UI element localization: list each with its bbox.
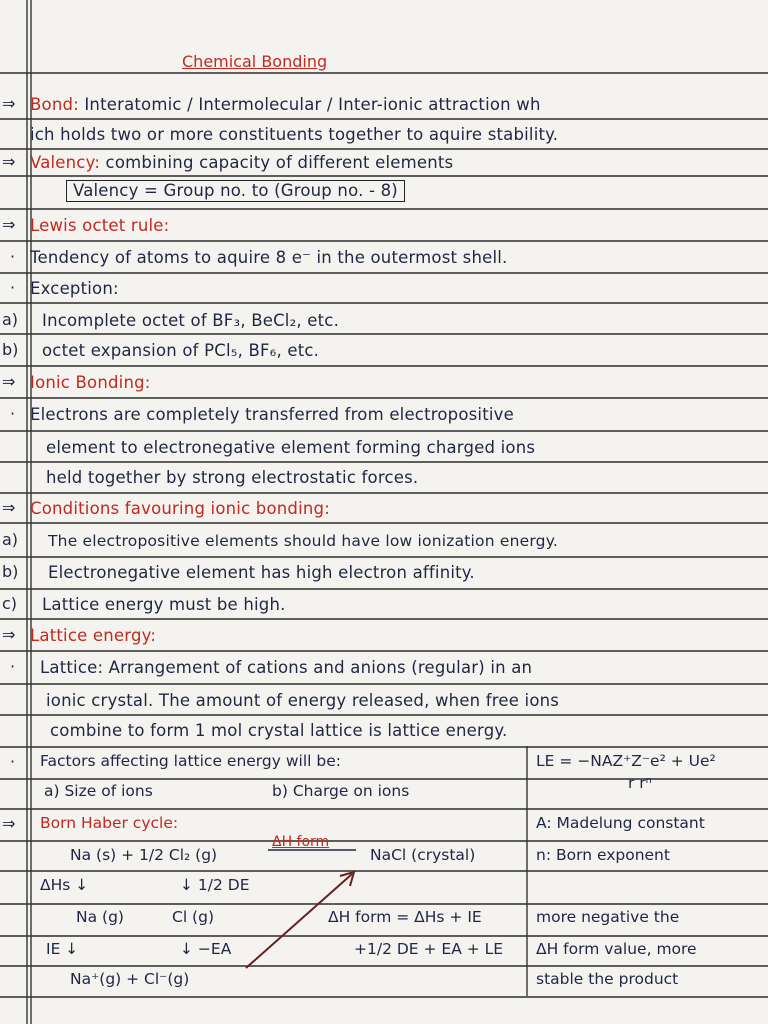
delta-h-form-arrow: ΔH form bbox=[272, 834, 330, 850]
bullet-icon: · bbox=[10, 247, 16, 266]
gaseous-chlorine: Cl (g) bbox=[172, 908, 214, 926]
arrow-icon: ⇒ bbox=[2, 215, 16, 234]
madelung-constant: A: Madelung constant bbox=[536, 814, 705, 832]
note-line: Exception: bbox=[30, 279, 119, 298]
arrow-icon: ⇒ bbox=[2, 625, 16, 644]
gaseous-sodium: Na (g) bbox=[76, 908, 124, 926]
lattice-energy-formula: LE = −NAZ⁺Z⁻e² + Ue² bbox=[536, 752, 716, 770]
note-line: held together by strong electrostatic forces. bbox=[46, 468, 419, 487]
heading-bond: Bond: bbox=[30, 95, 79, 114]
note-text: Interatomic / Intermolecular / Inter-ionic attraction wh bbox=[78, 95, 541, 114]
bullet-icon: · bbox=[10, 657, 16, 676]
born-exponent: n: Born exponent bbox=[536, 846, 670, 864]
heading-born-haber: Born Haber cycle: bbox=[40, 814, 179, 832]
enthalpy-sum-2: +1/2 DE + EA + LE bbox=[354, 940, 504, 958]
list-marker: a) bbox=[2, 310, 19, 329]
dissociation-step: ↓ 1/2 DE bbox=[180, 876, 250, 894]
list-marker: c) bbox=[2, 594, 18, 613]
arrow-icon: ⇒ bbox=[2, 152, 16, 171]
heading-lattice-energy: Lattice energy: bbox=[30, 626, 157, 645]
note-line: The electropositive elements should have low ionization energy. bbox=[48, 532, 559, 550]
list-marker: a) bbox=[2, 530, 19, 549]
heading-lewis-octet: Lewis octet rule: bbox=[30, 216, 170, 235]
note-line: element to electronegative element forming charged ions bbox=[46, 438, 536, 457]
note-line: ionic crystal. The amount of energy released, when free ions bbox=[46, 691, 560, 710]
reactants: Na (s) + 1/2 Cl₂ (g) bbox=[70, 846, 218, 864]
note-stable-product: stable the product bbox=[536, 970, 679, 988]
note-delta-h-value: ΔH form value, more bbox=[536, 940, 697, 958]
bullet-icon: · bbox=[10, 404, 16, 423]
list-marker: b) bbox=[2, 562, 19, 581]
note-line: Electrons are completely transferred from electropositive bbox=[30, 405, 514, 424]
note-line: octet expansion of PCl₅, BF₆, etc. bbox=[42, 341, 320, 360]
factor-charge: b) Charge on ions bbox=[272, 782, 410, 800]
formula-denominator: r rⁿ bbox=[628, 774, 652, 792]
page-title: Chemical Bonding bbox=[182, 52, 328, 71]
factor-size: a) Size of ions bbox=[44, 782, 153, 800]
note-line: Incomplete octet of BF₃, BeCl₂, etc. bbox=[42, 311, 340, 330]
electron-affinity-step: ↓ −EA bbox=[180, 940, 232, 958]
note-line: ich holds two or more constituents together to aquire stability. bbox=[30, 125, 559, 144]
note-line: Lattice: Arrangement of cations and anions (regular) in an bbox=[40, 658, 533, 677]
note-more-negative: more negative the bbox=[536, 908, 680, 926]
heading-ionic-bonding: Ionic Bonding: bbox=[30, 373, 151, 392]
bullet-icon: · bbox=[10, 752, 16, 771]
arrow-icon: ⇒ bbox=[2, 94, 16, 113]
note-line: Electronegative element has high electron affinity. bbox=[48, 563, 475, 582]
arrow-icon: ⇒ bbox=[2, 498, 16, 517]
sublimation-step: ΔHs ↓ bbox=[40, 876, 89, 894]
arrow-icon: ⇒ bbox=[2, 814, 16, 833]
enthalpy-sum-1: ΔH form = ΔHs + IE bbox=[328, 908, 482, 926]
note-line: combine to form 1 mol crystal lattice is lattice energy. bbox=[50, 721, 508, 740]
heading-valency: Valency: bbox=[30, 153, 101, 172]
boxed-formula: Valency = Group no. to (Group no. - 8) bbox=[66, 180, 405, 202]
bullet-icon: · bbox=[10, 278, 16, 297]
note-line: Lattice energy must be high. bbox=[42, 595, 286, 614]
gaseous-ions: Na⁺(g) + Cl⁻(g) bbox=[70, 970, 190, 988]
arrow-icon: ⇒ bbox=[2, 372, 16, 391]
heading-conditions: Conditions favouring ionic bonding: bbox=[30, 499, 330, 518]
product: NaCl (crystal) bbox=[370, 846, 476, 864]
note-line: Tendency of atoms to aquire 8 e⁻ in the outermost shell. bbox=[30, 248, 508, 267]
list-marker: b) bbox=[2, 340, 19, 359]
factors-text: Factors affecting lattice energy will be: bbox=[40, 752, 341, 770]
note-text: combining capacity of different elements bbox=[100, 153, 454, 172]
ionization-step: IE ↓ bbox=[46, 940, 79, 958]
